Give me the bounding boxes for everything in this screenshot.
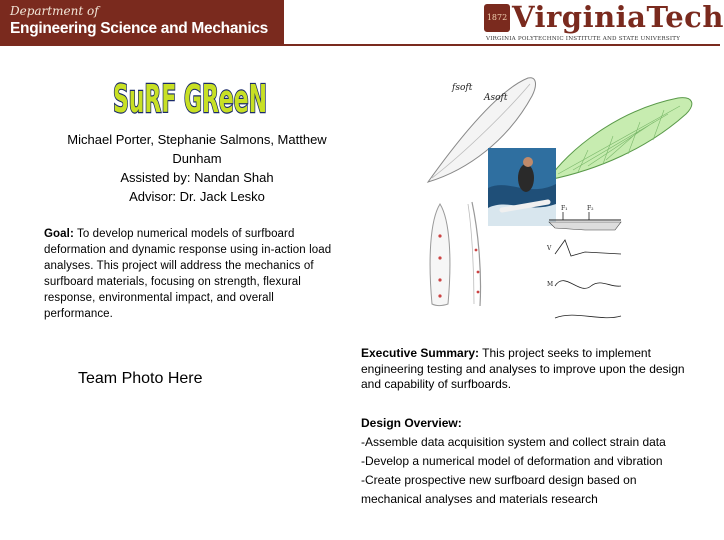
moment-label: M xyxy=(547,281,554,288)
goal-label: Goal: xyxy=(44,228,74,240)
university-subtitle: VIRGINIA POLYTECHNIC INSTITUTE AND STATE UNIVERSITY xyxy=(486,36,681,42)
department-banner xyxy=(0,0,284,46)
surfboard-outline-sketch xyxy=(428,200,494,310)
team-members: Michael Porter, Stephanie Salmons, Matthew Dunham xyxy=(67,132,327,166)
university-wordmark: VirginiaTech xyxy=(512,0,724,34)
project-logo-text: SuRF GReeN xyxy=(113,77,267,121)
shear-label: V xyxy=(547,245,552,252)
executive-summary-label: Executive Summary: xyxy=(361,346,480,360)
design-item: -Assemble data acquisition system and collect strain data xyxy=(361,435,666,449)
f2-label: F₂ xyxy=(587,205,594,212)
department-label: Department of xyxy=(10,4,99,18)
team-photo-placeholder: Team Photo Here xyxy=(78,370,203,387)
executive-summary xyxy=(361,346,691,393)
design-overview-label: Design Overview: xyxy=(361,416,462,430)
advisor: Advisor: Dr. Jack Lesko xyxy=(129,189,265,204)
team-info xyxy=(42,130,352,206)
design-item: mechanical analyses and materials research xyxy=(361,492,598,506)
virginia-tech-logo xyxy=(484,0,724,46)
university-seal-icon xyxy=(484,4,510,32)
executive-summary-text: This project seeks to implement engineering testing and analyses to improve upon the design and capability of surfboards. xyxy=(361,346,685,391)
shear-moment-diagram xyxy=(545,200,625,326)
project-logo xyxy=(110,72,270,120)
surfboard-force-illustration xyxy=(418,70,718,190)
f1-label: F₁ xyxy=(561,205,568,212)
design-item: -Create prospective new surfboard design based on xyxy=(361,473,637,487)
goal-text: To develop numerical models of surfboard deformation and dynamic response using in-action load analyses. This project will address the mechanics of surfboard materials, focusing on strength, flexural response, environmental impact, and overall performance. xyxy=(44,228,332,320)
design-overview xyxy=(361,414,701,509)
goal-section xyxy=(44,226,340,322)
assisted-by: Assisted by: Nandan Shah xyxy=(120,170,274,185)
area-label: Asoft xyxy=(484,93,508,103)
design-item: -Develop a numerical model of deformation and vibration xyxy=(361,454,663,468)
force-label: fsoft xyxy=(452,83,473,93)
department-name: Engineering Science and Mechanics xyxy=(10,20,268,37)
seal-year: 1872 xyxy=(486,13,508,22)
